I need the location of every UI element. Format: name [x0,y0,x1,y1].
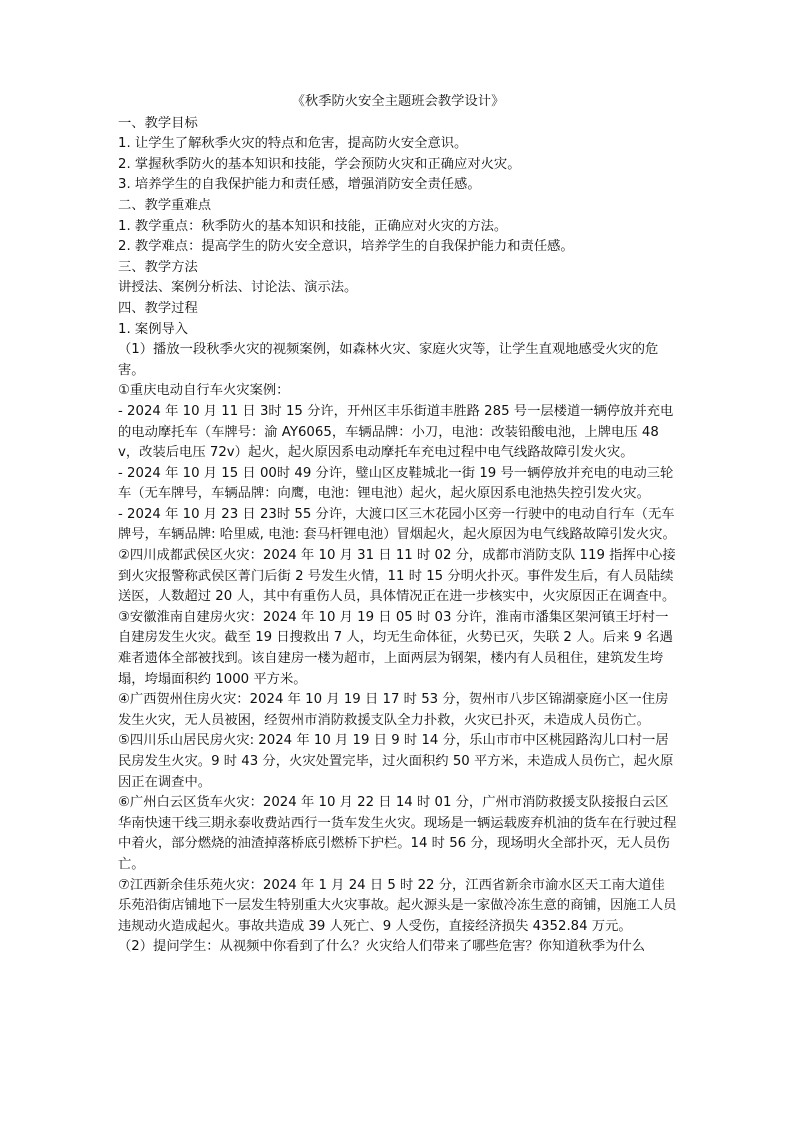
case-item: - 2024 年 10 月 15 日 00时 49 分许，璧山区皮鞋城北一街 19 号一辆停放并充电的电动三轮车（无车牌号，车辆品牌：向鹰，电池：锂电池）起火，起火原因系电池热失控引发火灾。 [118,465,674,502]
goal-item: 1. 让学生了解秋季火灾的特点和危害，提高防火安全意识。 [118,136,468,152]
case-paragraph: ⑥广州白云区货车火灾：2024 年 10 月 22 日 14 时 01 分，广州市消防救援支队接报白云区华南快速干线三期永泰收费站西行一货车发生火灾。现场是一辆运载废弃机油的货车在行驶过程中着火，部分燃烧的油渣掉落桥底引燃桥下护栏。14 时 56 分，现场明火全部扑灭，无人员伤亡。 [118,795,677,872]
case-paragraph: ③安徽淮南自建房火灾：2024 年 10 月 19 日 05 时 03 分许，淮南市潘集区架河镇王圩村一自建房发生火灾。截至 19 日搜救出 7 人，均无生命体征，火势已灭，失联 2 人。后来 9 名遇难者遗体全部被找到。该自建房一楼为超市，上面两层为钢架，楼内有人员租住，建筑发生垮塌，垮塌面积约 1000 平方米。 [118,609,673,687]
goal-item: 2. 掌握秋季防火的基本知识和技能，学会预防火灾和正确应对火灾。 [118,156,521,172]
case-paragraph: ⑤四川乐山居民房火灾: 2024 年 10 月 19 日 9 时 14 分，乐山市市中区桃园路沟儿口村一居民房发生火灾。9 时 43 分，火灾处置完毕，过火面积约 50 平方米，未造成人员伤亡，起火原因正在调查中。 [118,733,674,790]
goal-item: 3. 培养学生的自我保护能力和责任感，增强消防安全责任感。 [118,177,481,193]
case-item: - 2024 年 10 月 11 日 3时 15 分许，开州区丰乐街道丰胜路 285 号一层楼道一辆停放并充电的电动摩托车（车牌号：渝 AY6065，车辆品牌：小刀，电池：改装铅酸电池，上牌电压 48v，改装后电压 72v）起火，起火原因系电动摩托车充电过程中电气线路故障引发火灾。 [118,403,674,461]
document-title: 《秋季防火安全主题班会教学设计》 [291,94,505,109]
paragraph-question: （2）提问学生：从视频中你看到了什么？火灾给人们带来了哪些危害？你知道秋季为什么 [118,939,646,955]
case-paragraph: ④广西贺州住房火灾：2024 年 10 月 19 日 17 时 53 分，贺州市八步区锦湖豪庭小区一住房发生火灾，无人员被困，经贺州市消防救援支队全力扑救，火灾已扑灭，未造成人员伤亡。 [118,692,669,728]
case-paragraph: ②四川成都武侯区火灾：2024 年 10 月 31 日 11 时 02 分，成都市消防支队 119 指挥中心接到火灾报警称武侯区菁门后街 2 号发生火情，11 时 15 分明火扑灭。事件发生后，有人员陆续送医，人数超过 20 人，其中有重伤人员，具体情况正在进一步核实中，火灾原因正在调查中。 [118,548,676,605]
case-item: - 2024 年 10 月 23 日 23时 55 分许，大渡口区三木花园小区旁一行驶中的电动自行车（无车牌号，车辆品牌: 哈里威, 电池: 套马杆锂电池）冒烟起火，起火原因为电气线路故障引发火灾。 [118,506,676,543]
document-page [118,92,678,958]
case-paragraph: ⑦江西新余佳乐苑火灾：2024 年 1 月 24 日 5 时 22 分，江西省新余市渝水区天工南大道佳乐苑沿街店铺地下一层发生特别重大火灾事故。起火源头是一家做冷冻生意的商铺，因施工人员违规动火造成起火。事故共造成 39 人死亡、9 人受伤，直接经济损失 4352.84 万元。 [118,877,677,934]
key-point-item: 2. 教学难点：提高学生的防火安全意识，培养学生的自我保护能力和责任感。 [118,239,574,255]
case-title-chongqing: ①重庆电动自行车火灾案例： [118,383,290,399]
methods-text: 讲授法、案例分析法、讨论法、演示法。 [118,280,358,296]
paragraph-video: （1）播放一段秋季火灾的视频案例，如森林火灾、家庭火灾等，让学生直观地感受火灾的危害。 [118,342,659,378]
section-heading-process: 四、教学过程 [118,300,198,316]
subheading-case-intro: 1. 案例导入 [118,321,189,337]
section-heading-methods: 三、教学方法 [118,259,198,275]
section-heading-key-points: 二、教学重难点 [118,197,212,213]
key-point-item: 1. 教学重点：秋季防火的基本知识和技能，正确应对火灾的方法。 [118,218,508,234]
section-heading-goals: 一、教学目标 [118,115,198,131]
